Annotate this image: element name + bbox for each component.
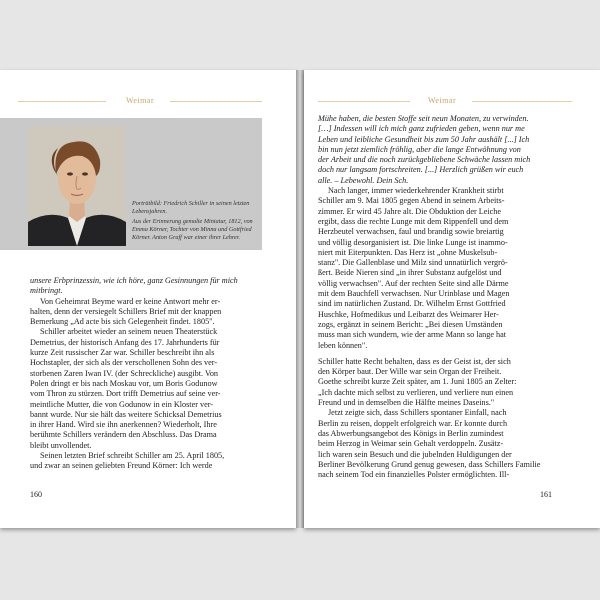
- portrait-figure: [0, 118, 262, 250]
- text-line: zimmer. Er wird 45 Jahre alt. Die Obduktion der Leiche: [318, 206, 502, 216]
- text-line: doch nur langsam fortschreiten. [...] Herzlich grüßen wir euch: [318, 165, 524, 175]
- text-line: meintliche Mutter, die von Godunow in ein Kloster ver-: [30, 399, 214, 409]
- text-line: mit dem Bauchfell verwachsen. Nur Urinblase und Magen: [318, 289, 510, 299]
- text-line: Goethe schreibt kurze Zeit später, am 1. Juni 1805 an Zelter:: [318, 377, 517, 387]
- text-line: leben können".: [318, 340, 368, 350]
- text-line: Leben und leibliche Gesundheit bis zum 50 Jahr aushält [...] Ich: [318, 134, 530, 144]
- text-line: das Abwerbungsangebot des Königs in Berlin zumindest: [318, 428, 504, 438]
- text-line: Hochstapler, der sich als der verschollenen Sohn des ver-: [30, 358, 218, 368]
- text-line: völlig verwachsen". Auf der rechten Seite sind alle Därme: [318, 278, 509, 288]
- text-line: berühmte Schillers verändern den Abschluss. Das Drama: [30, 430, 217, 440]
- text-line: Nach langer, immer wiederkehrender Krankheit stirbt: [328, 186, 504, 196]
- header-rule-right: [472, 101, 572, 102]
- text-line: […] Indessen will ich mich ganz zufrieden geben, wenn nur me: [318, 124, 525, 134]
- running-head: Weimar: [428, 96, 457, 105]
- text-line: Schiller arbeitet wieder an seinem neuen Theaterstück: [40, 327, 218, 337]
- text-line: zogs, ergänzt in seinem Bericht: „Bei diesen Umständen: [318, 319, 503, 329]
- text-line: bannt wurde. Nur sie hält das weitere Schicksal Demetrius: [30, 409, 222, 419]
- text-line: Jetzt zeigte sich, dass Schillers spontaner Einfall, nach: [328, 408, 507, 418]
- portrait-caption: [132, 200, 256, 244]
- text-line: mitbringt.: [30, 286, 63, 296]
- text-line: Freund und in demselben die Hälfte meines Daseins.": [318, 398, 495, 408]
- text-line: vom Thron zu stürzen. Dort trifft Demetrius auf seine ver-: [30, 389, 221, 399]
- text-line: Seinen letzten Brief schreibt Schiller am 25. April 1805,: [40, 451, 225, 461]
- text-line: unsere Erbprinzessin, wie ich höre, ganz Gesinnungen für mich: [30, 276, 238, 285]
- header-rule-left: [318, 101, 410, 102]
- text-line: in ihrer Hand. Wird sie ihn anerkennen? Wiederholt, Ihre: [30, 420, 217, 430]
- book-spread: [0, 70, 600, 530]
- text-line: Mühe haben, die besten Stoffe seit neun Monaten, zu verwinden.: [318, 114, 529, 123]
- text-line: Huschke, Hofmedikus und Leibarzt des Weimarer Her-: [318, 309, 499, 319]
- text-line: nach seinem Tod ein finanzielles Polster ermöglichten. Ill-: [318, 470, 510, 480]
- page-number-left: 160: [30, 490, 42, 499]
- left-page: [0, 70, 296, 528]
- text-line: storbenen Zaren Iwan IV. (der Schreckliche) ausgibt. Von: [30, 368, 219, 378]
- header-rule-left: [18, 101, 106, 102]
- text-line: ßert. Beide Nieren sind „in ihrer Substanz aufgelöst und: [318, 268, 502, 278]
- text-line: Berliner Bevölkerung Grund genug gewesen, dass Schillers Familie: [318, 459, 541, 469]
- text-line: kurze Zeit russischer Zar war. Schiller beschreibt ihn als: [30, 348, 215, 358]
- left-body-text: [30, 276, 262, 472]
- caption-line-1: Porträtbild: Friedrich Schiller in seinen letzten Lebensjahren.: [132, 200, 250, 215]
- text-line: bleibt unvollendet.: [30, 440, 92, 450]
- text-line: Berlin zu reisen, doppelt erfolgreich war. Er konnte durch: [318, 418, 508, 428]
- text-line: Polen dringt er bis nach Moskau vor, um Boris Godunow: [30, 378, 218, 388]
- text-line: Von Geheimrat Beyme ward er keine Antwort mehr er-: [40, 296, 221, 306]
- text-line: beim Herzog in Weimar sein Gehalt verdoppeln. Zusätz-: [318, 439, 504, 449]
- schiller-portrait-image: [28, 126, 126, 246]
- text-line: muss man sich wundern, wie der arme Mann so lange hat: [318, 330, 507, 340]
- text-line: Schiller hatte Recht behalten, dass es der Geist ist, der sich: [318, 356, 511, 366]
- text-line: und völlig desorganisiert ist. Die linke Lunge ist inammo-: [318, 237, 508, 247]
- text-line: Schiller am 9. Mai 1805 gegen Abend in seinem Arbeits-: [318, 196, 505, 206]
- text-line: der Arbeit und die noch zurückgebliebene Schwäche lassen mich: [318, 155, 531, 165]
- text-line: lich waren sein Besuch und die jubelnden Huldigungen der: [318, 449, 512, 459]
- book-gutter: [296, 70, 304, 528]
- text-line: Bemerkung „Ad acte bis sich Gelegenheit findet. 1805".: [30, 317, 215, 327]
- text-line: stanz". Die Gallenblase und Milz sind unnatürlich vergrö-: [318, 258, 508, 268]
- page-number-right: 161: [540, 490, 552, 499]
- text-line: Herzbeutel verwachsen, faul und brandig sowie breiartig: [318, 227, 504, 237]
- text-line: bin nun jetzt ziemlich fröhlig, aber die lange Entwöhnung von: [318, 144, 521, 154]
- right-page: [304, 70, 600, 528]
- text-line: ergibt, dass die rechte Lunge mit dem Rippenfell und dem: [318, 216, 509, 226]
- text-line: und zwar an seinen geliebten Freund Körner: Ich werde: [30, 461, 213, 471]
- text-line: niert mit Eiterpunkten. Das Herz ist „ohne Muskelsub-: [318, 247, 498, 257]
- text-line: „Ich dachte mich selbst zu verlieren, und verliere nun einen: [318, 387, 514, 397]
- running-head: Weimar: [126, 96, 155, 105]
- caption-line-2: Aus der Erinnerung gemalte Miniatur, 1812, von Emma Körner, Tochter von Minna und Gottfried Körner. Anton Graff war einer ihrer Lehrer.: [132, 218, 253, 241]
- text-line: den Körper baut. Der Wille war sein Organ der Freiheit.: [318, 367, 502, 377]
- text-line: sind im natürlichen Zustand. Dr. Wilhelm Ernst Gottfried: [318, 299, 506, 309]
- text-line: Demetrius, der historisch Anfang des 17. Jahrhunderts für: [30, 337, 220, 347]
- header-rule-right: [170, 101, 262, 102]
- text-line: halten, denn der versiegelt Schillers Brief mit der knappen: [30, 306, 222, 316]
- text-line: alle. – Lebewohl. Dein Sch.: [318, 175, 409, 185]
- right-body-text: [318, 114, 572, 480]
